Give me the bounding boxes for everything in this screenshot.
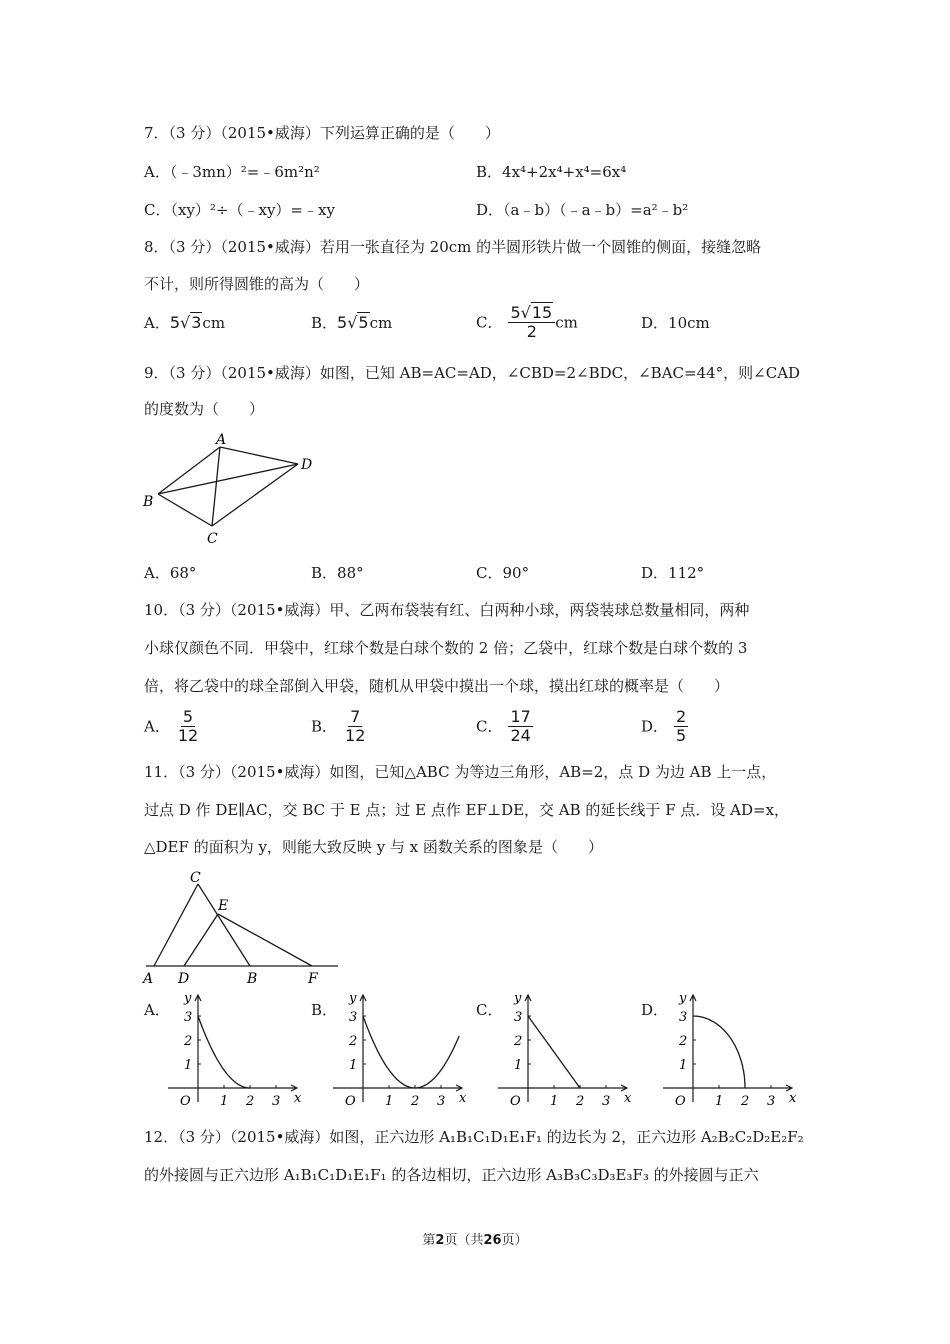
option-label: D． (641, 314, 669, 332)
option-label: C． (144, 201, 171, 219)
math-fraction: $\frac{17}{24}$ (510, 707, 531, 745)
vertex-label-f: F (308, 971, 318, 987)
x-tick-label: 1 (550, 1094, 559, 1109)
y-axis-label: y (679, 991, 687, 1006)
vertex-label-e: E (218, 898, 229, 914)
option-label: D． (641, 564, 669, 582)
function-curve (693, 1016, 745, 1088)
x-tick-label: 2 (411, 1094, 420, 1109)
y-tick-label: 3 (349, 1010, 358, 1025)
q7-option-b (476, 162, 626, 182)
y-axis-label: y (184, 991, 192, 1006)
q11-option-c-graph (498, 988, 638, 1114)
q8-option-b (311, 313, 392, 333)
origin-label: O (510, 1094, 521, 1109)
x-tick-label: 3 (272, 1094, 281, 1109)
q9-option-c (476, 563, 529, 583)
function-curve (528, 1016, 580, 1088)
y-tick-label: 1 (184, 1058, 193, 1073)
option-text: 68° (169, 564, 197, 582)
unit: cm (369, 314, 393, 332)
q11-option-d-label: D． (641, 1001, 669, 1019)
x-axis-label: x (459, 1091, 467, 1106)
x-tick-label: 2 (246, 1094, 255, 1109)
function-curve (363, 1016, 459, 1088)
vertex-label-d: D (178, 971, 190, 987)
x-axis-label: x (789, 1091, 797, 1106)
q11-stem-line1: 11．（3 分）（2015•威海）如图，已知△ABC 为等边三角形，AB=2，点 D 为边 AB 上一点， (144, 763, 777, 781)
option-label: B． (476, 163, 503, 181)
vertex-label-b: B (143, 494, 154, 510)
q9-quadrilateral-figure (138, 430, 328, 550)
segment-cb (198, 884, 250, 966)
vertex-label-c: C (190, 870, 201, 886)
origin-label: O (675, 1094, 686, 1109)
math-radical: 5√3 (169, 313, 202, 332)
y-tick-label: 1 (349, 1058, 358, 1073)
q8-option-a (144, 313, 225, 333)
option-text: 112° (668, 564, 705, 582)
y-axis-label: y (514, 991, 522, 1006)
option-label: A． (144, 564, 170, 582)
q7-stem: 7．（3 分）（2015•威海）下列运算正确的是（ ） (144, 124, 500, 142)
option-text: 4x⁴+2x⁴+x⁴=6x⁴ (502, 163, 627, 181)
y-tick-label: 3 (514, 1010, 523, 1025)
y-axis-label: y (349, 991, 357, 1006)
q10-option-b (311, 708, 367, 745)
y-tick-label: 2 (349, 1034, 358, 1049)
option-label: A． (144, 163, 170, 181)
q8-option-c (476, 304, 578, 341)
q11-option-b-graph (333, 988, 473, 1114)
q10-option-d (641, 708, 688, 745)
q7-option-d (476, 200, 688, 220)
x-tick-label: 2 (741, 1094, 750, 1109)
math-fraction: $\frac{2}{5}$ (676, 707, 687, 745)
option-text: 90° (502, 564, 530, 582)
page-footer: 第2页（共26页） (422, 1233, 528, 1248)
x-tick-label: 1 (715, 1094, 724, 1109)
option-text: 88° (337, 564, 364, 582)
option-label: C． (476, 564, 503, 582)
segment-de (184, 914, 218, 966)
option-label: A． (144, 717, 170, 736)
option-label: B． (311, 564, 338, 582)
q11-option-a-label: A． (144, 1001, 170, 1019)
q10-stem-line2: 小球仅颜色不同．甲袋中，红球个数是白球个数的 2 倍；乙袋中，红球个数是白球个数的 3 (144, 639, 748, 657)
option-label: A． (144, 314, 170, 332)
segment-bc (158, 494, 212, 526)
origin-label: O (180, 1094, 191, 1109)
math-fraction: $\frac{5}{12}$ (177, 707, 199, 745)
x-tick-label: 1 (385, 1094, 394, 1109)
q11-option-d-graph (663, 988, 803, 1114)
q9-stem-line2: 的度数为（ ） (144, 400, 265, 418)
x-tick-label: 2 (576, 1094, 585, 1109)
q11-stem-line2: 过点 D 作 DE∥AC，交 BC 于 E 点；过 E 点作 EF⊥DE，交 AB 的延长线于 F 点．设 AD=x， (144, 801, 790, 819)
q11-option-c-label: C． (476, 1001, 503, 1019)
x-tick-label: 3 (437, 1094, 446, 1109)
segment-ad (220, 447, 298, 464)
q11-stem-line3: △DEF 的面积为 y，则能大致反映 y 与 x 函数关系的图象是（ ） (144, 838, 603, 856)
segment-ef (218, 914, 312, 966)
y-tick-label: 3 (679, 1010, 688, 1025)
q9-option-b (311, 563, 364, 583)
x-axis-label: x (294, 1091, 302, 1106)
vertex-label-a: A (143, 971, 154, 987)
math-fraction: $\frac{7}{12}$ (345, 707, 366, 745)
q11-option-a-graph (168, 988, 308, 1114)
option-text: （a﹣b）（﹣a﹣b）=a²﹣b² (503, 201, 689, 219)
y-tick-label: 2 (184, 1034, 193, 1049)
q7-option-c (144, 200, 335, 220)
vertex-label-d: D (301, 457, 313, 473)
y-tick-label: 2 (679, 1034, 688, 1049)
q8-stem-line1: 8．（3 分）（2015•威海）若用一张直径为 20cm 的半圆形铁片做一个圆锥的侧面，接缝忽略 (144, 238, 762, 256)
q12-stem-line2: 的外接圆与正六边形 A₁B₁C₁D₁E₁F₁ 的各边相切，正六边形 A₃B₃C₃D₃E₃F₃ 的外接圆与正六 (144, 1166, 759, 1184)
option-label: D． (641, 717, 669, 736)
math-fraction: $\frac{5√15}{2}$ (508, 304, 555, 341)
y-tick-label: 1 (514, 1058, 523, 1073)
q10-option-c (476, 708, 533, 745)
option-text: （xy）²÷（﹣xy）=﹣xy (170, 201, 335, 219)
q10-option-a (144, 708, 200, 745)
x-tick-label: 3 (767, 1094, 776, 1109)
option-text: 10cm (668, 314, 710, 332)
unit: cm (202, 314, 226, 332)
q10-stem-line3: 倍，将乙袋中的球全部倒入甲袋，随机从甲袋中摸出一个球，摸出红球的概率是（ ） (144, 677, 730, 695)
vertex-label-c: C (207, 531, 218, 547)
q8-option-d (641, 313, 710, 333)
origin-label: O (345, 1094, 356, 1109)
q7-option-a (144, 162, 320, 182)
x-tick-label: 1 (220, 1094, 229, 1109)
unit: cm (555, 313, 578, 332)
option-label: B． (311, 717, 338, 736)
segment-ac (212, 447, 220, 526)
q9-option-d (641, 563, 704, 583)
function-curve (198, 1016, 250, 1088)
q11-option-b-label: B． (311, 1001, 338, 1019)
math-radical: 5√5 (337, 313, 369, 332)
q9-option-a (144, 563, 196, 583)
q8-stem-line2: 不计，则所得圆锥的高为（ ） (144, 275, 370, 293)
vertex-label-b: B (247, 971, 258, 987)
option-label: B． (311, 314, 338, 332)
q9-stem-line1: 9．（3 分）（2015•威海）如图，已知 AB=AC=AD，∠CBD=2∠BDC，∠BAC=44°，则∠CAD (144, 364, 801, 382)
q11-triangle-figure (140, 864, 345, 988)
y-tick-label: 2 (514, 1034, 523, 1049)
option-label: C． (476, 717, 503, 736)
y-tick-label: 3 (184, 1010, 193, 1025)
x-tick-label: 3 (602, 1094, 611, 1109)
option-label: C． (476, 313, 503, 332)
y-tick-label: 1 (679, 1058, 688, 1073)
option-label: D． (476, 201, 504, 219)
q10-stem-line1: 10．（3 分）（2015•威海）甲、乙两布袋装有红、白两种小球，两袋装球总数量相同，两种 (144, 601, 750, 619)
vertex-label-a: A (216, 432, 227, 448)
x-axis-label: x (624, 1091, 632, 1106)
option-text: （﹣3mn）²=﹣6m²n² (169, 163, 320, 181)
q12-stem-line1: 12．（3 分）（2015•威海）如图，正六边形 A₁B₁C₁D₁E₁F₁ 的边长为 2，正六边形 A₂B₂C₂D₂E₂F₂ (144, 1128, 804, 1146)
